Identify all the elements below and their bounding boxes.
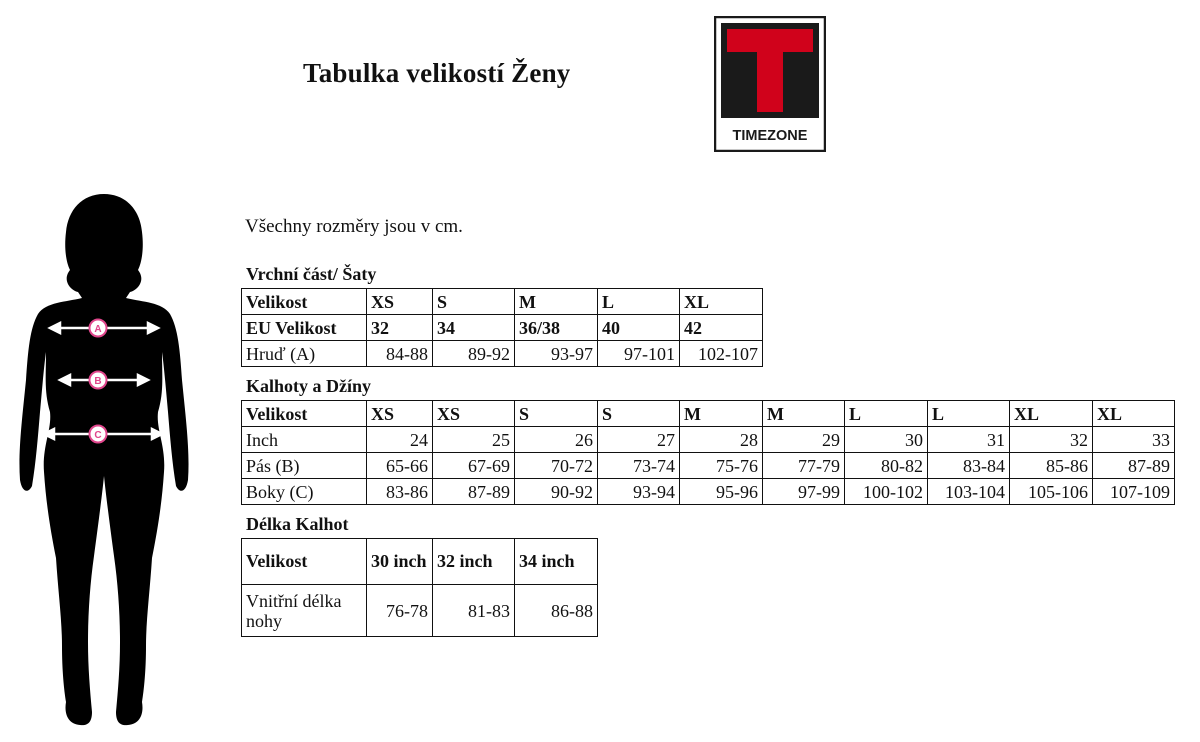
table-cell: 81-83 bbox=[433, 585, 515, 637]
table-cell: 87-89 bbox=[433, 479, 515, 505]
table-cell: 34 bbox=[433, 315, 515, 341]
table-cell: Vnitřní délka nohy bbox=[242, 585, 367, 637]
table-cell: 87-89 bbox=[1093, 453, 1175, 479]
table-cell: 25 bbox=[433, 427, 515, 453]
table-cell: 36/38 bbox=[515, 315, 598, 341]
logo-wordmark: TIMEZONE bbox=[732, 128, 808, 144]
table-cell: 93-94 bbox=[598, 479, 680, 505]
table-cell: 103-104 bbox=[928, 479, 1010, 505]
table-row bbox=[242, 341, 763, 367]
pants-section-title: Kalhoty a Džíny bbox=[246, 376, 372, 396]
table-row bbox=[242, 427, 1175, 453]
marker-b-label: B bbox=[94, 376, 102, 387]
table-cell: 32 bbox=[367, 315, 433, 341]
table-header-cell: L bbox=[845, 401, 928, 427]
table-cell: 33 bbox=[1093, 427, 1175, 453]
table-cell: 30 bbox=[845, 427, 928, 453]
page-title: Tabulka velikostí Ženy bbox=[303, 58, 571, 88]
table-cell: EU Velikost bbox=[242, 315, 367, 341]
table-cell: 100-102 bbox=[845, 479, 928, 505]
marker-a-label: A bbox=[94, 324, 102, 335]
table-cell: 24 bbox=[367, 427, 433, 453]
table-header-cell: S bbox=[433, 289, 515, 315]
table-cell: 97-99 bbox=[763, 479, 845, 505]
table-header-cell: 30 inch bbox=[367, 539, 433, 585]
table-row bbox=[242, 315, 763, 341]
table-cell: 75-76 bbox=[680, 453, 763, 479]
table-cell: 107-109 bbox=[1093, 479, 1175, 505]
table-header-cell: L bbox=[598, 289, 680, 315]
table-cell: 27 bbox=[598, 427, 680, 453]
table-row bbox=[242, 479, 1175, 505]
table-header-cell: XL bbox=[1010, 401, 1093, 427]
table-cell: 73-74 bbox=[598, 453, 680, 479]
table-header-cell: XL bbox=[680, 289, 763, 315]
length-section-title: Délka Kalhot bbox=[246, 514, 349, 534]
marker-c-label: C bbox=[94, 430, 102, 441]
table-cell: 32 bbox=[1010, 427, 1093, 453]
table-cell: 95-96 bbox=[680, 479, 763, 505]
timezone-logo bbox=[714, 16, 826, 152]
table-header-cell: M bbox=[680, 401, 763, 427]
table-header-cell: L bbox=[928, 401, 1010, 427]
table-header-cell: XL bbox=[1093, 401, 1175, 427]
table-header-cell: M bbox=[763, 401, 845, 427]
table-row bbox=[242, 539, 598, 585]
table-cell: 65-66 bbox=[367, 453, 433, 479]
table-cell: 42 bbox=[680, 315, 763, 341]
table-cell: 80-82 bbox=[845, 453, 928, 479]
table-cell: 105-106 bbox=[1010, 479, 1093, 505]
table-cell: 77-79 bbox=[763, 453, 845, 479]
table-header-cell: Velikost bbox=[242, 289, 367, 315]
table-cell: 83-84 bbox=[928, 453, 1010, 479]
table-cell: 97-101 bbox=[598, 341, 680, 367]
table-cell: 86-88 bbox=[515, 585, 598, 637]
table-header-cell: 34 inch bbox=[515, 539, 598, 585]
table-cell: 31 bbox=[928, 427, 1010, 453]
table-header-cell: S bbox=[598, 401, 680, 427]
table-cell: 102-107 bbox=[680, 341, 763, 367]
body-silhouette bbox=[6, 190, 206, 735]
table-cell: Inch bbox=[242, 427, 367, 453]
table-cell: Hruď (A) bbox=[242, 341, 367, 367]
pants-size-table bbox=[241, 400, 1175, 505]
table-cell: 83-86 bbox=[367, 479, 433, 505]
table-row bbox=[242, 289, 763, 315]
table-cell: 85-86 bbox=[1010, 453, 1093, 479]
table-cell: 89-92 bbox=[433, 341, 515, 367]
table-cell: 40 bbox=[598, 315, 680, 341]
table-cell: 28 bbox=[680, 427, 763, 453]
table-row bbox=[242, 401, 1175, 427]
table-cell: 70-72 bbox=[515, 453, 598, 479]
table-row bbox=[242, 453, 1175, 479]
tops-section-title: Vrchní část/ Šaty bbox=[246, 264, 377, 284]
table-header-cell: Velikost bbox=[242, 401, 367, 427]
table-header-cell: XS bbox=[367, 401, 433, 427]
table-header-cell: M bbox=[515, 289, 598, 315]
table-row bbox=[242, 585, 598, 637]
table-cell: 29 bbox=[763, 427, 845, 453]
table-header-cell: XS bbox=[433, 401, 515, 427]
table-cell: 67-69 bbox=[433, 453, 515, 479]
table-header-cell: S bbox=[515, 401, 598, 427]
table-cell: 26 bbox=[515, 427, 598, 453]
tops-size-table bbox=[241, 288, 763, 367]
table-header-cell: Velikost bbox=[242, 539, 367, 585]
table-cell: Boky (C) bbox=[242, 479, 367, 505]
length-size-table bbox=[241, 538, 598, 637]
table-header-cell: XS bbox=[367, 289, 433, 315]
table-cell: 76-78 bbox=[367, 585, 433, 637]
table-cell: 93-97 bbox=[515, 341, 598, 367]
units-note: Všechny rozměry jsou v cm. bbox=[245, 216, 463, 237]
table-cell: Pás (B) bbox=[242, 453, 367, 479]
table-cell: 90-92 bbox=[515, 479, 598, 505]
table-cell: 84-88 bbox=[367, 341, 433, 367]
table-header-cell: 32 inch bbox=[433, 539, 515, 585]
